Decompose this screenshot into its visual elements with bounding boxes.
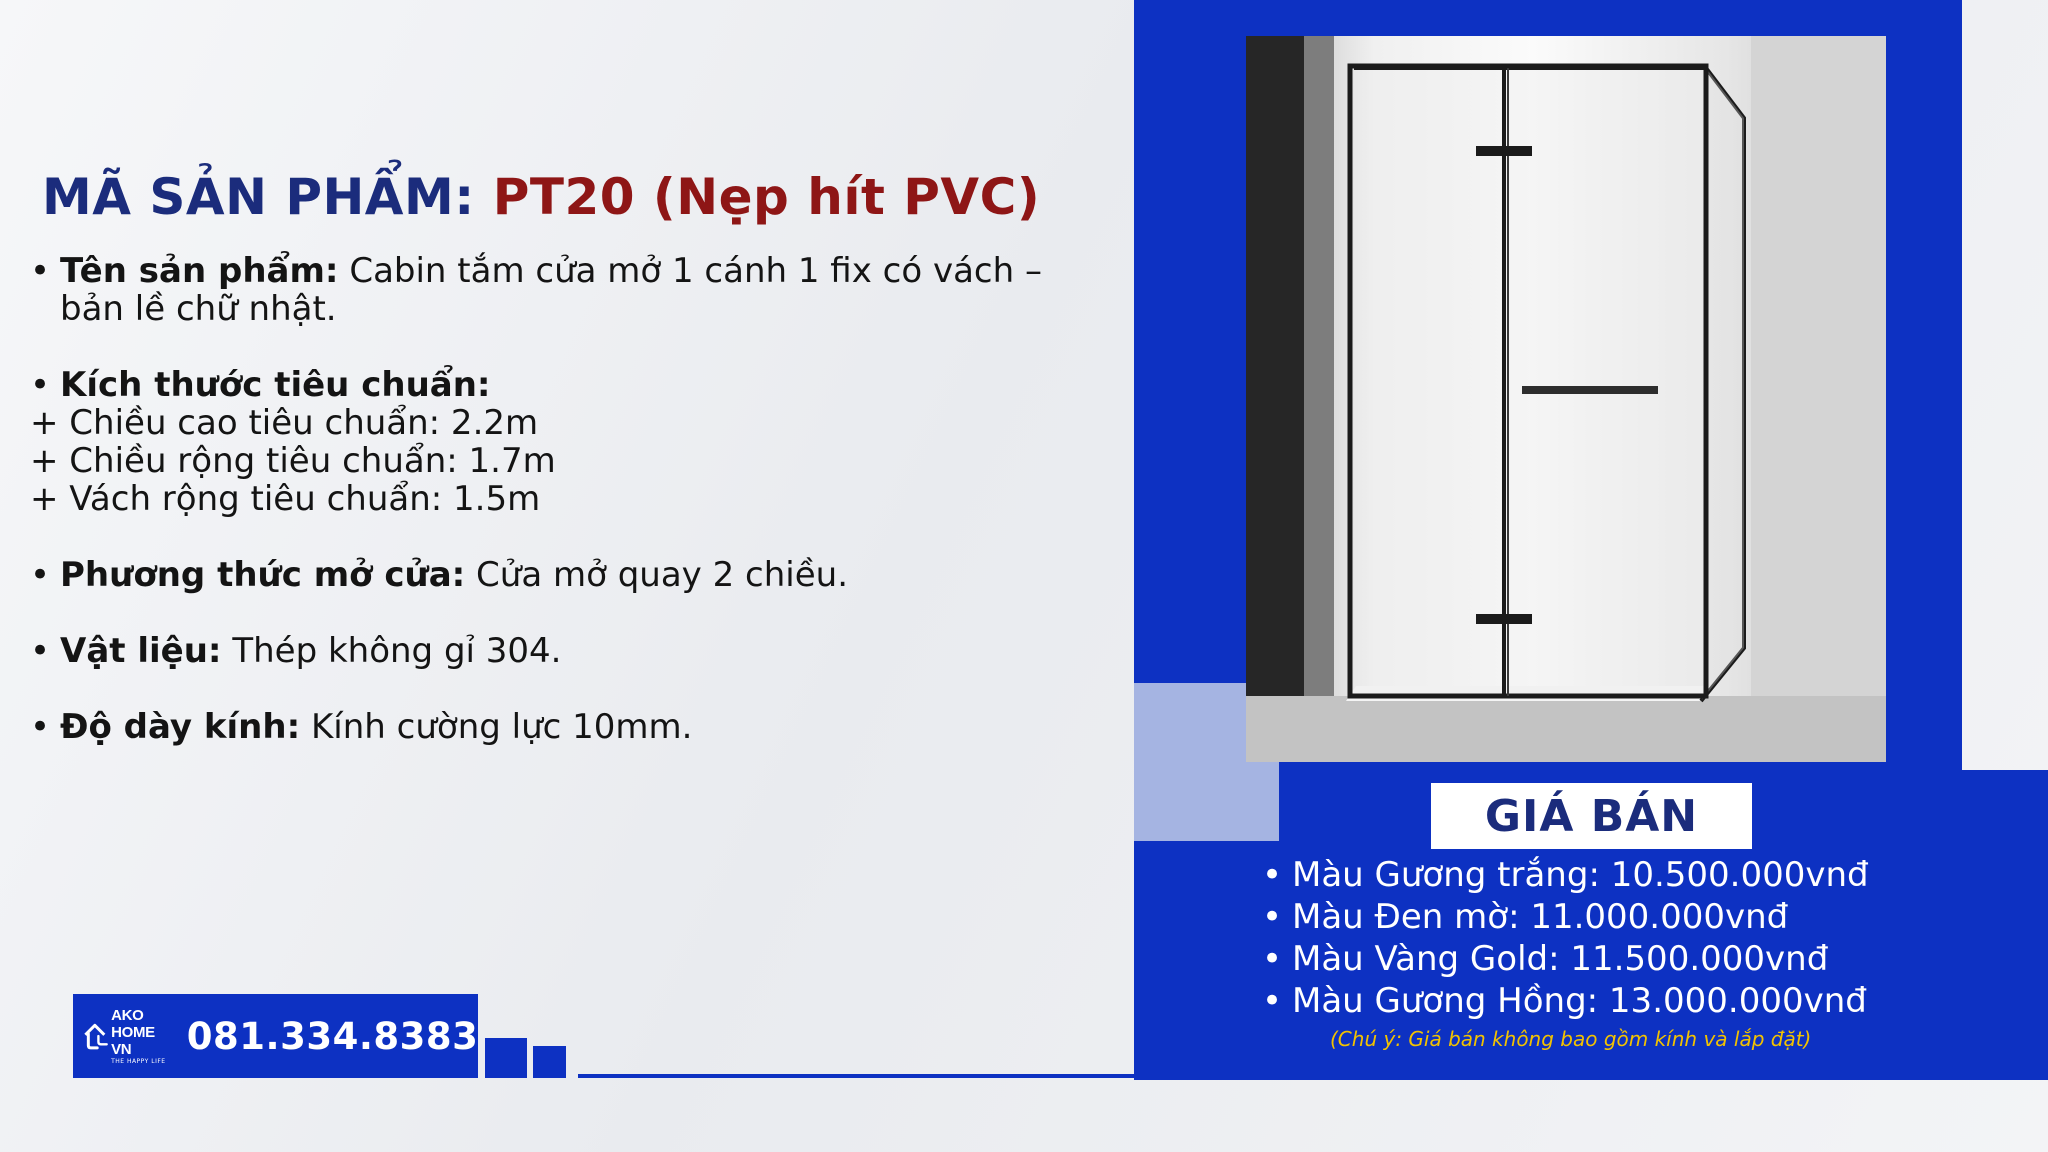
decorative-square-small [533, 1046, 566, 1078]
price-item-rose-mirror: • Màu Gương Hồng: 13.000.000vnđ [1262, 980, 1869, 1022]
price-list [1262, 854, 1869, 1022]
brand-tagline: THE HAPPY LIFE [111, 1058, 166, 1065]
product-code-value: PT20 (Nẹp hít PVC) [492, 168, 1041, 226]
brand-logo [83, 1007, 173, 1065]
decorative-square-large [485, 1038, 527, 1078]
photo-wall-shade [1304, 36, 1334, 762]
spec-size [30, 366, 1120, 404]
spec-glass [30, 708, 1120, 746]
door-hinge-bottom [1476, 614, 1532, 624]
price-item-matte-black: • Màu Đen mờ: 11.000.000vnđ [1262, 896, 1869, 938]
cabin-glass [1354, 68, 1706, 693]
photo-right-wall [1751, 36, 1886, 762]
price-note: (Chú ý: Giá bán không bao gồm kính và lắp đặt) [1330, 1027, 1812, 1051]
spec-open-value: Cửa mở quay 2 chiều. [465, 555, 849, 595]
door-hinge-top [1476, 146, 1532, 156]
product-title [42, 168, 1040, 226]
spec-material [30, 632, 1120, 670]
brand-logo-text [111, 1007, 173, 1065]
spec-name-value: Cabin tắm cửa mở 1 cánh 1 fix có vách – [338, 251, 1042, 291]
spec-glass-value: Kính cường lực 10mm. [300, 707, 693, 747]
spec-open-label: Phương thức mở cửa: [60, 555, 466, 595]
spec-size-width: + Chiều rộng tiêu chuẩn: 1.7m [30, 441, 556, 481]
contact-box[interactable] [73, 994, 478, 1078]
spec-glass-label: Độ dày kính: [60, 707, 301, 747]
product-code-label: MÃ SẢN PHẨM: [42, 168, 475, 226]
price-heading: GIÁ BÁN [1431, 783, 1752, 849]
photo-dark-wall [1246, 36, 1304, 762]
shower-cabin-illustration [1246, 36, 1886, 762]
spec-material-value: Thép không gỉ 304. [221, 631, 562, 671]
door-handle-bar [1522, 386, 1658, 394]
spec-material-label: Vật liệu: [60, 631, 222, 671]
price-item-gold: • Màu Vàng Gold: 11.500.000vnđ [1262, 938, 1869, 980]
price-item-white-mirror: • Màu Gương trắng: 10.500.000vnđ [1262, 854, 1869, 896]
spec-list [30, 252, 1120, 746]
product-photo [1246, 36, 1886, 762]
photo-floor [1246, 696, 1886, 762]
brand-name: AKO HOME VN [111, 1007, 155, 1058]
spec-name-value-cont: bản lề chữ nhật. [60, 289, 337, 329]
spec-size-height: + Chiều cao tiêu chuẩn: 2.2m [30, 403, 539, 443]
spec-name-label: Tên sản phẩm: [60, 251, 339, 291]
phone-number[interactable]: 081.334.8383 [186, 1014, 479, 1058]
spec-name [30, 252, 1120, 328]
spec-open [30, 556, 1120, 594]
spec-size-label: Kích thước tiêu chuẩn: [60, 365, 491, 405]
spec-size-panel: + Vách rộng tiêu chuẩn: 1.5m [30, 479, 541, 519]
decorative-rule [578, 1074, 1134, 1078]
house-logo-icon [83, 1012, 109, 1060]
